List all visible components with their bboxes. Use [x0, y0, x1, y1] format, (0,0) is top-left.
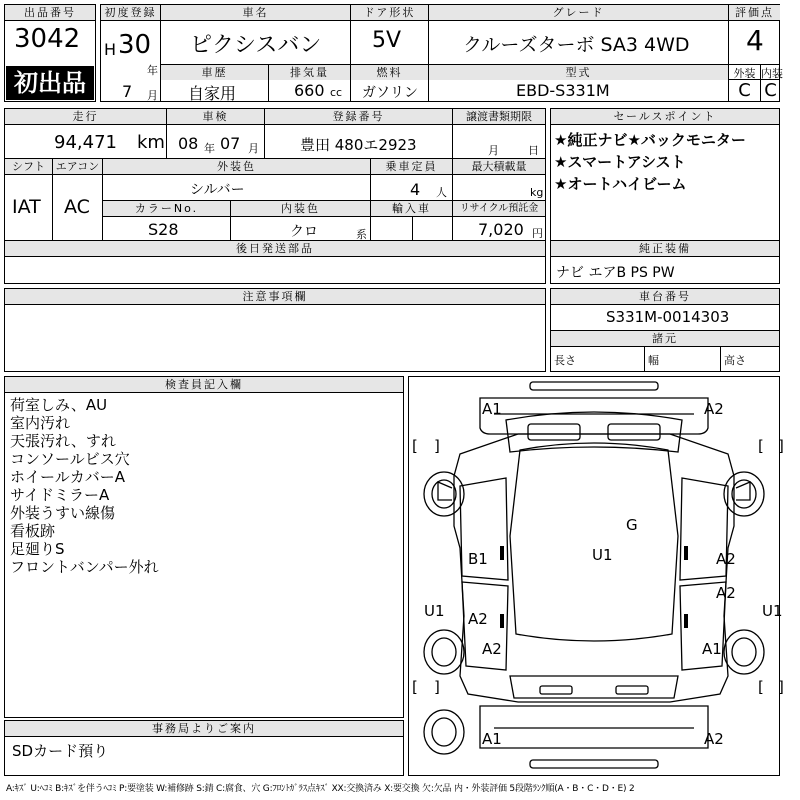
mark-u1-left: U1: [424, 602, 445, 620]
plate-label: 登録番号: [265, 109, 452, 124]
sales-point-3: ★オートハイビーム: [554, 175, 687, 193]
ac: AC: [64, 196, 90, 218]
remark-4: コンソールビス穴: [10, 450, 130, 468]
car-diagram: [408, 376, 780, 776]
transfer-day: 日: [528, 144, 539, 157]
displacement-unit: cc: [330, 86, 343, 99]
ext-score: C: [738, 80, 751, 101]
sales-point-2: ★スマートアシスト: [554, 153, 686, 171]
mark-g: G: [626, 516, 638, 534]
mark-b1: B1: [468, 550, 488, 568]
mark-u1-right: U1: [762, 602, 783, 620]
transfer-label: 譲渡書類期限: [453, 109, 545, 124]
history: 自家用: [188, 84, 237, 103]
history-label: 車歴: [161, 65, 268, 80]
mileage-unit: km: [137, 132, 165, 153]
mark-a2-left-1: A2: [468, 610, 488, 628]
door-label: ドア形状: [351, 5, 428, 20]
equipment-label: 純正装備: [551, 241, 779, 256]
legend: A:ｷｽﾞ U:ﾍｺﾐ B:ｷｽﾞを伴うﾍｺﾐ P:要塗装 W:補修跡 S:錆 C:腐食、穴 G:ﾌﾛﾝﾄｶﾞﾗｽ点ｷｽﾞ XX:交換済み X:要交換 欠:欠品 内・外装評価 5段階ﾗﾝｸ順(A・B・C・D・E) 2: [6, 784, 635, 794]
remark-6: サイドミラーA: [10, 486, 110, 504]
dims-label: 諸元: [551, 331, 779, 346]
fuel-label: 燃料: [351, 65, 428, 80]
ext-color: シルバー: [190, 182, 245, 198]
sales-points-label: セールスポイント: [551, 109, 779, 124]
capacity-unit: 人: [436, 186, 447, 199]
grade: クルーズターボ SA3 4WD: [463, 34, 690, 56]
lot-number: 3042: [14, 24, 81, 54]
mark-a1-top-left: A1: [482, 400, 502, 418]
mark-a2-right-1: A2: [716, 550, 736, 568]
reg-year: 30: [118, 30, 152, 60]
inspector-remarks: [10, 396, 159, 576]
fuel: ガソリン: [362, 85, 418, 101]
office-label: 事務局よりご案内: [5, 721, 403, 736]
lot-number-label: 出品番号: [5, 5, 95, 20]
height-label: 高さ: [724, 354, 746, 367]
max-load-label: 最大積載量: [453, 159, 545, 174]
max-load-unit: kg: [530, 186, 544, 199]
color-no-label: カラーNo.: [103, 201, 230, 216]
bracket-l1-open: [: [412, 437, 418, 455]
mileage-label: 走行: [5, 109, 166, 124]
ext-score-label: 外装: [733, 67, 756, 80]
mark-a2-right-2: A2: [716, 584, 736, 602]
bracket-r1-open: [: [758, 437, 764, 455]
length-label: 長さ: [554, 354, 576, 367]
remark-2: 室内汚れ: [10, 414, 71, 432]
remark-3: 天張汚れ、すれ: [10, 432, 116, 450]
bracket-l1-close: ]: [434, 437, 440, 455]
int-score-label: 内装: [761, 67, 783, 80]
equipment: ナビ エアB PS PW: [556, 265, 675, 281]
recycle-fee: 7,020: [478, 220, 524, 239]
sales-point-1: ★純正ナビ★バックモニター: [554, 131, 746, 149]
caution-label: 注意事項欄: [5, 289, 545, 304]
int-score: C: [764, 80, 777, 101]
int-color-unit: 系: [356, 228, 367, 241]
remark-5: ホイールカバーA: [10, 468, 125, 486]
remark-8: 看板跡: [10, 522, 56, 540]
remark-7: 外装うすい線傷: [10, 504, 116, 522]
color-no: S28: [148, 220, 179, 239]
mark-a2-bottom-right: A2: [704, 730, 724, 748]
mark-a2-left-2: A2: [482, 640, 502, 658]
mark-u1-center: U1: [592, 546, 613, 564]
bracket-r2-open: [: [758, 678, 764, 696]
score-label: 評価点: [729, 5, 780, 20]
displacement: 660: [294, 81, 325, 100]
bracket-l2-close: ]: [434, 678, 440, 696]
chassis-label: 車台番号: [551, 289, 779, 304]
inspector-label: 検査員記入欄: [5, 377, 403, 392]
mark-a1-right: A1: [702, 640, 722, 658]
reg-year-unit: 年: [147, 64, 158, 77]
capacity-label: 乗車定員: [371, 159, 452, 174]
remark-1: 荷室しみ、AU: [10, 396, 108, 414]
insp-year: 08: [178, 134, 199, 153]
score: 4: [746, 24, 764, 57]
car-name-label: 車名: [161, 5, 350, 20]
remark-9: 足廻りS: [10, 540, 65, 558]
mileage: 94,471: [54, 132, 117, 153]
int-color-label: 内装色: [231, 201, 370, 216]
reg-month: 7: [122, 82, 133, 101]
door-type: 5V: [372, 28, 402, 53]
capacity: 4: [410, 180, 421, 199]
remark-10: フロントバンパー外れ: [10, 558, 159, 576]
later-parts-label: 後日発送部品: [5, 241, 545, 256]
chassis-number: S331M-0014303: [606, 308, 730, 326]
ext-color-label: 外装色: [103, 159, 370, 174]
shift: IAT: [12, 196, 41, 218]
bracket-r2-close: ]: [778, 678, 784, 696]
car-name: ピクシスバン: [190, 33, 322, 58]
model: EBD-S331M: [516, 81, 610, 100]
insp-year-unit: 年: [204, 142, 215, 155]
shift-label: シフト: [5, 159, 52, 174]
first-listing-badge: 初出品: [6, 66, 94, 100]
import-label: 輸入車: [371, 201, 452, 216]
reg-month-unit: 月: [147, 89, 158, 102]
grade-label: グレード: [429, 5, 728, 20]
mark-a2-top-right: A2: [704, 400, 724, 418]
plate: 豊田 480エ2923: [300, 136, 417, 154]
bracket-r1-close: ]: [778, 437, 784, 455]
era: H: [104, 40, 117, 59]
mark-a1-bottom-left: A1: [482, 730, 502, 748]
recycle-unit: 円: [532, 227, 543, 240]
inspection-label: 車検: [167, 109, 264, 124]
width-label: 幅: [648, 354, 659, 367]
recycle-label: リサイクル預託金: [453, 201, 545, 216]
bracket-l2-open: [: [412, 678, 418, 696]
transfer-month: 月: [488, 144, 499, 157]
model-label: 型式: [429, 65, 728, 80]
insp-month-unit: 月: [248, 142, 259, 155]
int-color: クロ: [290, 224, 318, 240]
displacement-label: 排気量: [269, 65, 350, 80]
ac-label: エアコン: [53, 159, 102, 174]
first-reg-label: 初度登録: [101, 5, 160, 20]
insp-month: 07: [220, 134, 241, 153]
office-message: SDカード預り: [12, 742, 109, 760]
